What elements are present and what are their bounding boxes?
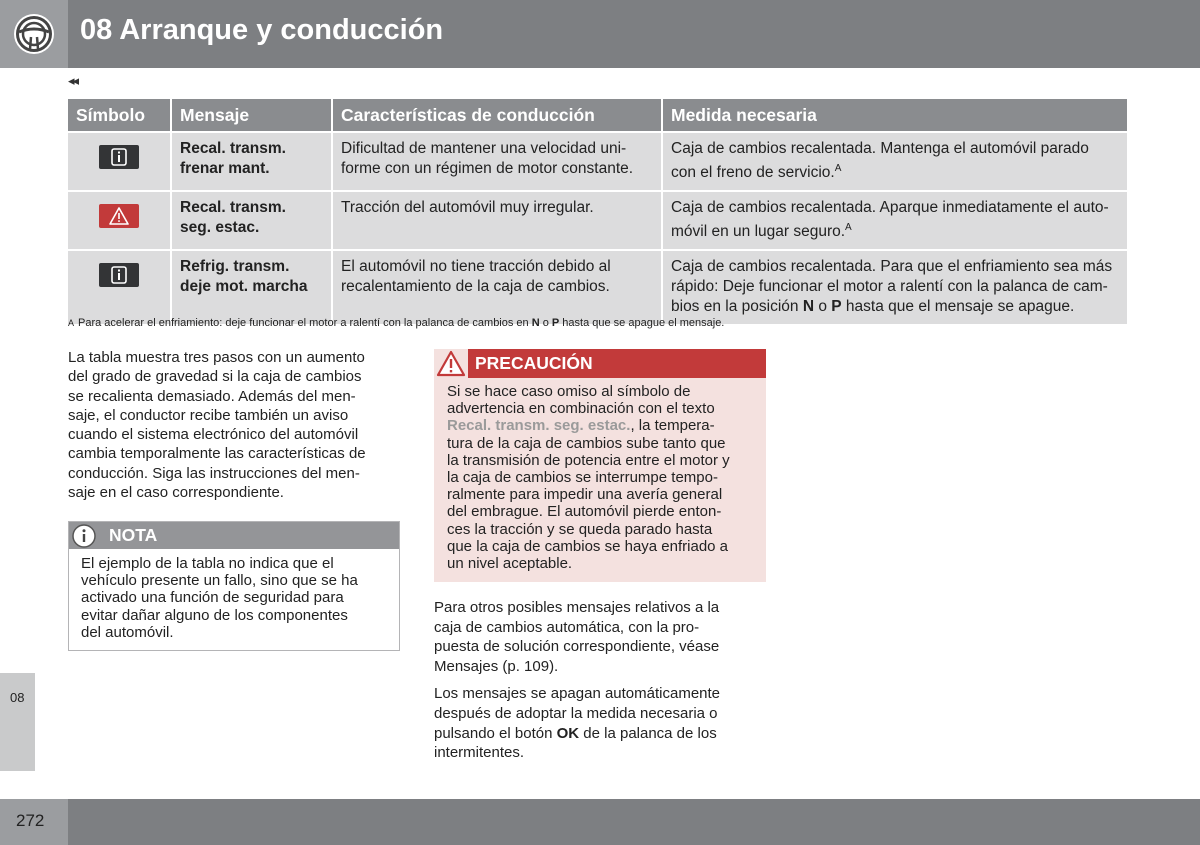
text-line: la caja de cambios se interrumpe tempo- bbox=[447, 469, 718, 487]
note-box bbox=[68, 521, 400, 651]
info-symbol-icon bbox=[99, 263, 139, 287]
chapter-side-tab bbox=[0, 673, 35, 771]
measure-cell bbox=[663, 192, 1127, 249]
table-footnote bbox=[68, 317, 724, 329]
text-fragment: pulsando el botón bbox=[434, 724, 557, 742]
footnote-text: Para acelerar el enfriamiento: deje funcionar el motor a ralentí con la palanca de cambios en bbox=[78, 317, 532, 329]
text-fragment: , la tempera- bbox=[630, 417, 715, 435]
measure-cell bbox=[663, 133, 1127, 190]
message-line: Recal. transm. bbox=[180, 199, 286, 217]
message-highlight: Recal. transm. seg. estac. bbox=[447, 417, 631, 435]
text-line: La tabla muestra tres pasos con un aumento bbox=[68, 349, 365, 366]
caution-header bbox=[434, 349, 766, 378]
text-line: cambia temporalmente las características de bbox=[68, 445, 366, 463]
text-line: del grado de gravedad si la caja de cambios bbox=[68, 368, 362, 386]
text-line: saje en el caso correspondiente. bbox=[68, 484, 284, 502]
text-line: vehículo presente un fallo, sino que se ha bbox=[81, 572, 358, 590]
page-number: 272 bbox=[16, 811, 45, 830]
chapter-number: 08 bbox=[10, 690, 25, 705]
text-line: Caja de cambios recalentada. Para que el enfriamiento sea más bbox=[671, 258, 1113, 276]
gear-p: P bbox=[831, 298, 842, 316]
text-line: conducción. Siga las instrucciones del men- bbox=[68, 464, 360, 482]
info-symbol-icon bbox=[99, 145, 139, 169]
text-line: forme con un régimen de motor constante. bbox=[341, 160, 634, 177]
text-line: caja de cambios automática, con la pro- bbox=[434, 618, 700, 636]
message-line: deje mot. marcha bbox=[180, 278, 308, 296]
message-cell bbox=[172, 192, 331, 249]
intro-paragraph bbox=[68, 348, 400, 502]
text-line: un nivel aceptable. bbox=[447, 555, 573, 573]
caution-box bbox=[434, 349, 766, 582]
text-line: Caja de cambios recalentada. Mantenga el automóvil parado bbox=[671, 140, 1089, 157]
message-cell bbox=[172, 251, 331, 324]
table-row bbox=[68, 251, 1127, 324]
chapter-title: 08 Arranque y conducción bbox=[80, 14, 444, 46]
footer-tab bbox=[0, 799, 68, 845]
text-line: Dificultad de mantener una velocidad uni- bbox=[341, 140, 627, 157]
message-cell bbox=[172, 133, 331, 190]
footnote-ref: A bbox=[834, 163, 842, 174]
text-line: ces la tracción y se queda parado hasta bbox=[447, 520, 713, 538]
table-row bbox=[68, 192, 1127, 249]
characteristics-cell bbox=[333, 251, 661, 324]
text-line: recalentamiento de la caja de cambios. bbox=[341, 278, 610, 296]
text-line: del embrague. El automóvil pierde enton- bbox=[447, 503, 722, 521]
related-info bbox=[434, 598, 769, 771]
text-line: del automóvil. bbox=[81, 623, 174, 641]
text-line: Tracción del automóvil muy irregular. bbox=[341, 199, 594, 217]
warning-triangle-icon bbox=[434, 349, 468, 378]
measure-cell bbox=[663, 251, 1127, 324]
paragraph bbox=[434, 598, 769, 676]
info-icon bbox=[72, 524, 96, 548]
text-line: puesta de solución correspondiente, véase bbox=[434, 638, 720, 656]
footnote-mark: A bbox=[68, 318, 75, 328]
symbol-cell bbox=[68, 251, 170, 324]
text-line: Para otros posibles mensajes relativos a la bbox=[434, 599, 720, 616]
text-line: que la caja de cambios se haya enfriado a bbox=[447, 537, 729, 555]
text-line: rápido: Deje funcionar el motor a ralentí con la palanca de cam- bbox=[671, 278, 1108, 296]
steering-wheel-icon bbox=[13, 13, 55, 55]
text-line: después de adoptar la medida necesaria o bbox=[434, 704, 718, 722]
footnote-text: o bbox=[539, 317, 552, 329]
back-navigation-icon[interactable]: ◂◂ bbox=[68, 73, 78, 88]
note-title: NOTA bbox=[109, 525, 158, 545]
caution-body bbox=[434, 378, 766, 572]
text-line: ralmente para impedir una avería general bbox=[447, 486, 723, 504]
ok-button-label: OK bbox=[556, 724, 580, 742]
text-line: saje, el conductor recibe también un aviso bbox=[68, 406, 349, 424]
symbol-cell bbox=[68, 192, 170, 249]
warning-triangle-icon bbox=[99, 204, 139, 228]
header-measure: Medida necesaria bbox=[663, 99, 1127, 131]
table-header-row bbox=[68, 99, 1127, 131]
note-body bbox=[69, 549, 399, 641]
header-characteristics: Características de conducción bbox=[333, 99, 661, 131]
text-line: con el freno de servicio. bbox=[671, 164, 835, 182]
footnote-ref: A bbox=[845, 222, 852, 234]
symbol-cell bbox=[68, 133, 170, 190]
message-line: Recal. transm. bbox=[180, 140, 286, 157]
text-fragment: o bbox=[814, 298, 832, 316]
caution-title: PRECAUCIÓN bbox=[475, 353, 593, 373]
gear-p: P bbox=[551, 317, 560, 329]
header-tab bbox=[0, 0, 68, 68]
text-fragment: hasta que el mensaje se apague. bbox=[841, 298, 1075, 316]
text-line: activado una función de seguridad para bbox=[81, 589, 344, 607]
characteristics-cell bbox=[333, 133, 661, 190]
gear-n: N bbox=[531, 317, 540, 329]
page-footer bbox=[0, 799, 1200, 845]
footnote-text: hasta que se apague el mensaje. bbox=[559, 317, 725, 329]
chapter-header bbox=[0, 0, 1200, 68]
characteristics-cell bbox=[333, 192, 661, 249]
text-line: se recalienta demasiado. Además del men- bbox=[68, 387, 356, 405]
text-line: evitar dañar alguno de los componentes bbox=[81, 606, 348, 624]
text-line: móvil en un lugar seguro. bbox=[671, 223, 846, 241]
message-line: frenar mant. bbox=[180, 160, 270, 177]
text-line: intermitentes. bbox=[434, 744, 525, 762]
text-line: bios en la posición bbox=[671, 298, 803, 316]
page-reference-link[interactable]: Mensajes (p. 109). bbox=[434, 657, 559, 675]
text-line: la transmisión de potencia entre el motor y bbox=[447, 451, 730, 469]
text-line: Los mensajes se apagan automáticamente bbox=[434, 685, 721, 703]
text-fragment: de la palanca de los bbox=[579, 724, 717, 742]
text-line: advertencia en combinación con el texto bbox=[447, 400, 715, 418]
text-line: El automóvil no tiene tracción debido al bbox=[341, 258, 611, 276]
text-line: cuando el sistema electrónico del automóvil bbox=[68, 426, 359, 444]
table-row bbox=[68, 133, 1127, 190]
message-line: Refrig. transm. bbox=[180, 258, 290, 276]
message-table bbox=[66, 97, 1129, 326]
gear-n: N bbox=[802, 298, 815, 316]
message-line: seg. estac. bbox=[180, 219, 260, 237]
header-message: Mensaje bbox=[172, 99, 331, 131]
text-line: tura de la caja de cambios sube tanto que bbox=[447, 434, 726, 452]
text-line: Caja de cambios recalentada. Aparque inmediatamente el auto- bbox=[671, 199, 1109, 217]
paragraph bbox=[434, 684, 769, 762]
header-symbol: Símbolo bbox=[68, 99, 170, 131]
note-header bbox=[69, 522, 399, 549]
text-line: Si se hace caso omiso al símbolo de bbox=[447, 383, 691, 400]
text-line: El ejemplo de la tabla no indica que el bbox=[81, 555, 334, 572]
caution-icon-area bbox=[434, 349, 468, 378]
